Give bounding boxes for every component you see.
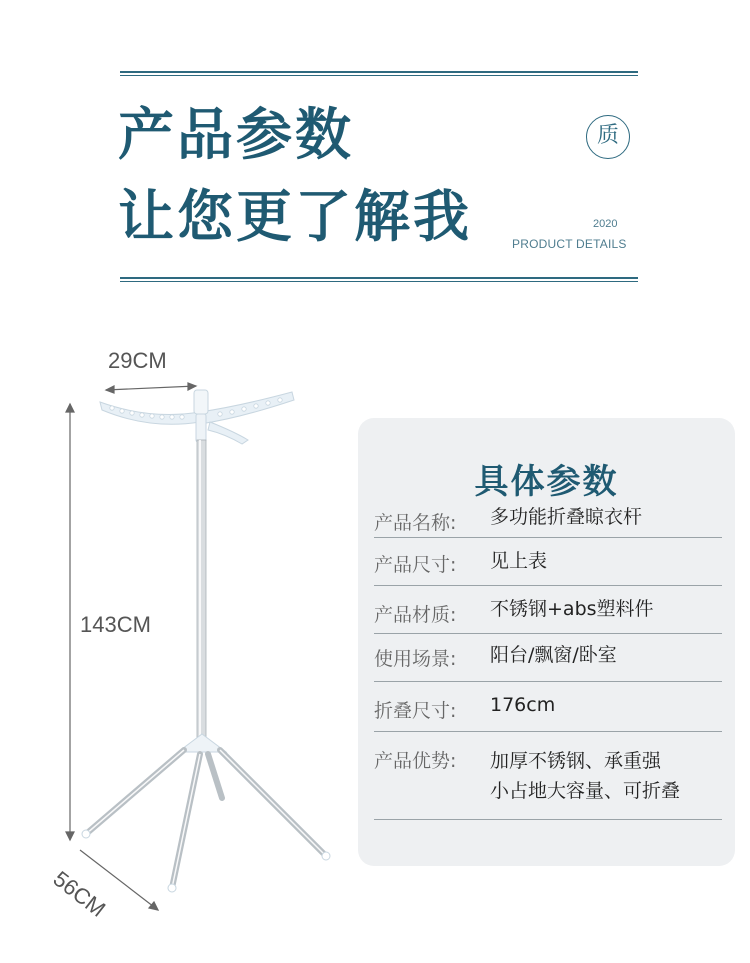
width-label: 29CM xyxy=(108,348,167,373)
base-label: 56CM xyxy=(48,866,111,922)
spec-value: 多功能折叠晾衣杆 xyxy=(490,506,643,528)
top-hub xyxy=(194,390,208,414)
bottom-divider xyxy=(120,277,638,282)
main-pole xyxy=(197,440,206,740)
spec-label: 使用场景: xyxy=(374,648,457,670)
spec-label: 产品优势: xyxy=(374,750,457,772)
page-subtitle: 让您更了解我 xyxy=(118,185,472,250)
spec-label: 产品尺寸: xyxy=(374,554,457,576)
width-dimension-arrow xyxy=(106,383,196,393)
spec-card xyxy=(358,418,735,866)
year-label: 2020 xyxy=(593,218,618,230)
spec-value-line2: 小占地大容量、可折叠 xyxy=(490,780,681,802)
height-label: 143CM xyxy=(80,612,151,637)
spec-label: 产品材质: xyxy=(374,604,457,626)
spec-row-advantages xyxy=(374,732,722,820)
spec-value: 不锈钢+abs塑料件 xyxy=(490,598,654,620)
spec-value: 176cm xyxy=(490,694,556,716)
spec-label: 产品名称: xyxy=(374,512,457,534)
page-title: 产品参数 xyxy=(118,103,354,168)
spec-row-material xyxy=(374,586,722,634)
spec-value: 见上表 xyxy=(490,550,548,572)
height-dimension-arrow xyxy=(66,404,74,840)
spec-label: 折叠尺寸: xyxy=(374,700,457,722)
spec-row-size xyxy=(374,538,722,586)
spec-row-name xyxy=(374,502,722,538)
spec-heading: 具体参数 xyxy=(474,462,619,502)
spec-value: 加厚不锈钢、承重强 xyxy=(490,750,662,772)
spec-row-folded-size xyxy=(374,682,722,732)
spec-row-scene xyxy=(374,634,722,682)
top-divider xyxy=(120,71,638,76)
product-details-label: PRODUCT DETAILS xyxy=(512,237,627,251)
quality-badge: 质 xyxy=(586,115,630,159)
spec-value: 阳台/飘窗/卧室 xyxy=(490,644,617,666)
product-illustration xyxy=(48,340,350,930)
